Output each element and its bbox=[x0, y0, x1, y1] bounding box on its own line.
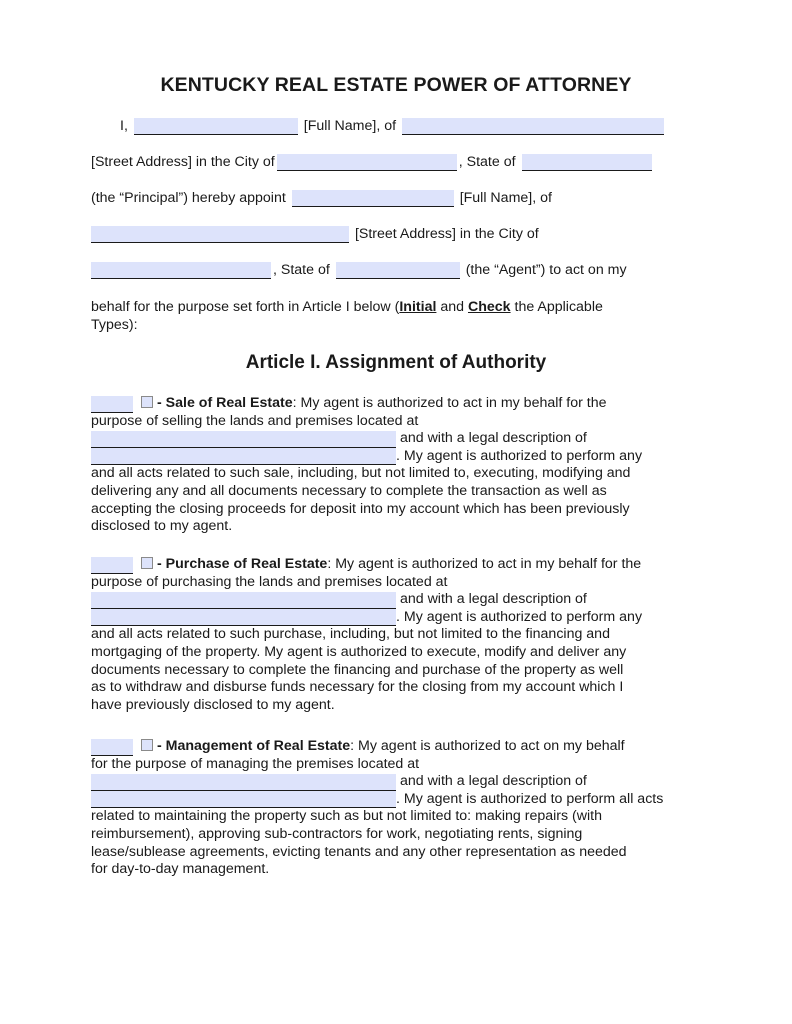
section-text: disclosed to my agent. bbox=[91, 518, 233, 535]
section-text: and with a legal description of bbox=[399, 430, 587, 447]
intro-line-3 bbox=[91, 189, 552, 207]
agent-city-field[interactable] bbox=[91, 262, 271, 279]
sale-legal-description-field[interactable] bbox=[91, 448, 396, 465]
intro-line-7: Types): bbox=[91, 317, 138, 333]
sale-initials-field[interactable] bbox=[91, 396, 133, 413]
section-text: lease/sublease agreements, evicting tenants and any other representation as needed bbox=[91, 843, 627, 860]
section-text: documents necessary to complete the financing and purchase of the property as well bbox=[91, 661, 624, 678]
intro-label: and bbox=[436, 299, 468, 315]
management-legal-description-field[interactable] bbox=[91, 791, 396, 808]
initial-emphasis: Initial bbox=[399, 299, 437, 315]
section-text: accepting the closing proceeds for deposit into my account which has been previously bbox=[91, 500, 630, 517]
purchase-location-field[interactable] bbox=[91, 592, 396, 609]
intro-line-2 bbox=[91, 153, 654, 171]
article-heading: Article I. Assignment of Authority bbox=[245, 352, 547, 373]
management-location-field[interactable] bbox=[91, 774, 396, 791]
agent-state-field[interactable] bbox=[336, 262, 460, 279]
intro-label: [Full Name], of bbox=[303, 118, 397, 134]
section-text: : My agent is authorized to act in my behalf for the bbox=[327, 556, 642, 572]
document-title: KENTUCKY REAL ESTATE POWER OF ATTORNEY bbox=[160, 74, 632, 96]
intro-label: [Full Name], of bbox=[459, 190, 552, 206]
section-title: Sale of Real Estate bbox=[165, 395, 293, 411]
intro-label: [Street Address] in the City of bbox=[354, 226, 539, 242]
section-purchase bbox=[91, 556, 701, 714]
check-emphasis: Check bbox=[467, 299, 511, 315]
agent-name-field[interactable] bbox=[292, 190, 454, 207]
section-text: for the purpose of managing the premises located at bbox=[91, 755, 420, 772]
purchase-legal-description-field[interactable] bbox=[91, 609, 396, 626]
section-text: and all acts related to such sale, including, but not limited to, executing, modifying and bbox=[91, 465, 631, 482]
intro-label: [Street Address] in the City of bbox=[91, 154, 275, 170]
intro-label: , State of bbox=[458, 154, 516, 170]
intro-label: I, bbox=[120, 118, 128, 134]
dash: - bbox=[157, 738, 166, 754]
purchase-initials-field[interactable] bbox=[91, 557, 133, 574]
section-text: purpose of selling the lands and premises located at bbox=[91, 412, 419, 429]
section-text: have previously disclosed to my agent. bbox=[91, 696, 335, 713]
section-title: Purchase of Real Estate bbox=[165, 556, 328, 572]
section-text: related to maintaining the property such as but not limited to: making repairs (with bbox=[91, 808, 603, 825]
section-text: mortgaging of the property. My agent is authorized to execute, modify and deliver any bbox=[91, 643, 627, 660]
section-sale-legal-row bbox=[91, 448, 701, 466]
dash: - bbox=[157, 395, 166, 411]
section-text: reimbursement), approving sub-contractors for work, negotiating rents, signing bbox=[91, 825, 583, 842]
section-text: and with a legal description of bbox=[399, 773, 587, 790]
section-text: and all acts related to such purchase, including, but not limited to the financing and bbox=[91, 626, 610, 643]
intro-label: , State of bbox=[273, 262, 330, 278]
section-management-legal-row bbox=[91, 791, 701, 809]
principal-city-field[interactable] bbox=[277, 154, 457, 171]
intro-line-4 bbox=[91, 225, 539, 243]
intro-line-1 bbox=[120, 117, 666, 135]
principal-street-field[interactable] bbox=[402, 118, 664, 135]
section-management-line-1 bbox=[91, 738, 701, 756]
section-purchase-legal-row bbox=[91, 609, 701, 627]
intro-label: (the “Principal”) hereby appoint bbox=[91, 190, 286, 206]
intro-line-5 bbox=[91, 261, 627, 279]
agent-street-field[interactable] bbox=[91, 226, 349, 243]
intro-label: the Applicable bbox=[510, 299, 603, 315]
management-checkbox[interactable] bbox=[141, 739, 153, 751]
sale-location-field[interactable] bbox=[91, 431, 396, 448]
dash: - bbox=[157, 556, 166, 572]
section-sale-location-row bbox=[91, 430, 701, 448]
section-text: as to withdraw and disburse funds necessary for the closing from my account which I bbox=[91, 679, 624, 696]
section-management-location-row bbox=[91, 773, 701, 791]
section-text: purpose of purchasing the lands and premises located at bbox=[91, 573, 448, 590]
section-sale bbox=[91, 395, 701, 536]
management-initials-field[interactable] bbox=[91, 739, 133, 756]
section-purchase-location-row bbox=[91, 591, 701, 609]
sale-checkbox[interactable] bbox=[141, 396, 153, 408]
section-text: delivering any and all documents necessary to complete the transaction as well as bbox=[91, 482, 607, 499]
section-text: : My agent is authorized to act on my behalf bbox=[350, 738, 625, 754]
section-management bbox=[91, 738, 701, 879]
section-purchase-line-1 bbox=[91, 556, 701, 574]
intro-line-6 bbox=[91, 298, 603, 316]
section-title: Management of Real Estate bbox=[165, 738, 351, 754]
section-text: for day-to-day management. bbox=[91, 861, 270, 878]
section-text: . My agent is authorized to perform all acts bbox=[396, 790, 664, 807]
principal-state-field[interactable] bbox=[522, 154, 652, 171]
principal-name-field[interactable] bbox=[134, 118, 298, 135]
section-text: : My agent is authorized to act in my behalf for the bbox=[292, 395, 607, 411]
section-sale-line-1 bbox=[91, 395, 701, 413]
section-text: . My agent is authorized to perform any bbox=[396, 608, 643, 625]
intro-label: (the “Agent”) to act on my bbox=[465, 262, 627, 278]
section-text: and with a legal description of bbox=[399, 591, 587, 608]
section-text: . My agent is authorized to perform any bbox=[396, 447, 643, 464]
purchase-checkbox[interactable] bbox=[141, 557, 153, 569]
intro-label: behalf for the purpose set forth in Article I below ( bbox=[91, 299, 400, 315]
